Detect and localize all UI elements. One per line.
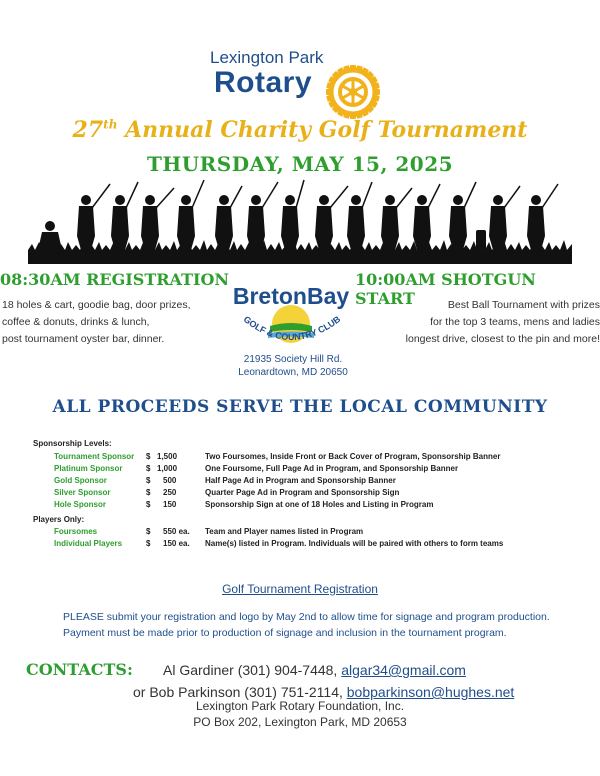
venue-address [232,353,354,379]
sponsor-level-name: Silver Sponsor [54,488,111,497]
sponsor-level-name: Hole Sponsor [54,500,107,509]
golfer-silhouettes-image [28,178,572,264]
registration-time: 08:30AM REGISTRATION [0,270,230,289]
tournament-format [335,297,600,348]
sponsor-amount: 1,000 [157,464,178,473]
contacts-label: CONTACTS: [26,660,133,679]
player-option-name: Foursomes [54,527,98,536]
proceeds-banner: ALL PROCEEDS SERVE THE LOCAL COMMUNITY [52,397,548,417]
sponsor-row [54,451,554,463]
sponsor-amount: 250 [163,488,177,497]
sponsor-benefits: Quarter Page Ad in Program and Sponsorship Sign [205,488,400,497]
currency-symbol: $ [146,539,151,548]
mailing-address: PO Box 202, Lexington Park, MD 20653 [193,715,407,729]
sponsor-benefits: Sponsorship Sign at one of 18 Holes and Listing in Program [205,500,434,509]
payment-note: Payment must be made prior to production of signage and inclusion in the tournament program. [63,627,507,639]
players-only-label: Players Only: [33,515,85,524]
sponsor-row [54,487,554,499]
sponsor-row [54,463,554,475]
contact-email-link[interactable]: bobparkinson@hughes.net [346,684,515,700]
rotary-wordmark: Rotary [214,66,313,99]
currency-symbol: $ [146,500,151,509]
sponsor-amount: 500 [163,476,177,485]
contact-bob-parkinson [133,684,514,700]
currency-symbol: $ [146,464,151,473]
currency-symbol: $ [146,527,151,536]
amenity-line: 18 holes & cart, goodie bag, door prizes, [2,299,191,311]
sponsor-level-name: Tournament Sponsor [54,452,135,461]
event-title: 27th Annual Charity Golf Tournament [72,117,528,143]
org-name: Lexington Park [210,48,324,67]
player-price: 150 ea. [163,539,190,548]
sponsor-row [54,475,554,487]
event-date: THURSDAY, MAY 15, 2025 [146,152,454,176]
address-line: Leonardtown, MD 20650 [238,367,348,378]
included-amenities [2,297,242,348]
currency-symbol: $ [146,452,151,461]
sponsor-benefits: Half Page Ad in Program and Sponsorship Banner [205,476,396,485]
sponsor-level-name: Gold Sponsor [54,476,107,485]
format-line: for the top 3 teams, mens and ladies [430,316,600,328]
breton-bay-logo-image [232,280,350,352]
player-row [54,538,564,550]
currency-symbol: $ [146,476,151,485]
contact-al-gardiner [163,662,466,678]
player-benefits: Name(s) listed in Program. Individuals will be paired with others to form teams [205,539,504,548]
amenity-line: coffee & donuts, drinks & lunch, [2,316,150,328]
player-benefits: Team and Player names listed in Program [205,527,364,536]
sponsor-benefits: Two Foursomes, Inside Front or Back Cover of Program, Sponsorship Banner [205,452,501,461]
rotary-wheel-icon [325,64,381,120]
sponsor-row [54,499,554,511]
sponsor-amount: 1,500 [157,452,178,461]
shotgun-start: 10:00AM SHOTGUN START [355,270,536,308]
contact-name-phone: Al Gardiner (301) 904-7448, [163,662,342,678]
sponsorship-label: Sponsorship Levels: [33,439,112,448]
sponsor-benefits: One Foursome, Full Page Ad in Program, and Sponsorship Banner [205,464,459,473]
registration-link[interactable]: Golf Tournament Registration [222,582,378,596]
registration-deadline-note: PLEASE submit your registration and logo by May 2nd to allow time for signage and program production. [63,611,550,623]
currency-symbol: $ [146,488,151,497]
player-price: 550 ea. [163,527,190,536]
format-line: Best Ball Tournament with prizes [447,299,600,311]
player-option-name: Individual Players [54,539,123,548]
amenity-line: post tournament oyster bar, dinner. [2,333,165,345]
address-line: 21935 Society Hill Rd. [243,354,343,365]
logo-title: BretonBay [232,283,350,309]
contact-email-link[interactable]: algar34@gmail.com [341,662,466,678]
player-row [54,526,564,538]
foundation-name: Lexington Park Rotary Foundation, Inc. [195,699,405,713]
format-line: longest drive, closest to the pin and more! [405,333,600,345]
contact-name-phone: or Bob Parkinson (301) 751-2114, [133,684,347,700]
sponsor-level-name: Platinum Sponsor [54,464,123,473]
logo-subtitle: GOLF & COUNTRY CLUB [241,313,343,343]
sponsor-amount: 150 [163,500,177,509]
